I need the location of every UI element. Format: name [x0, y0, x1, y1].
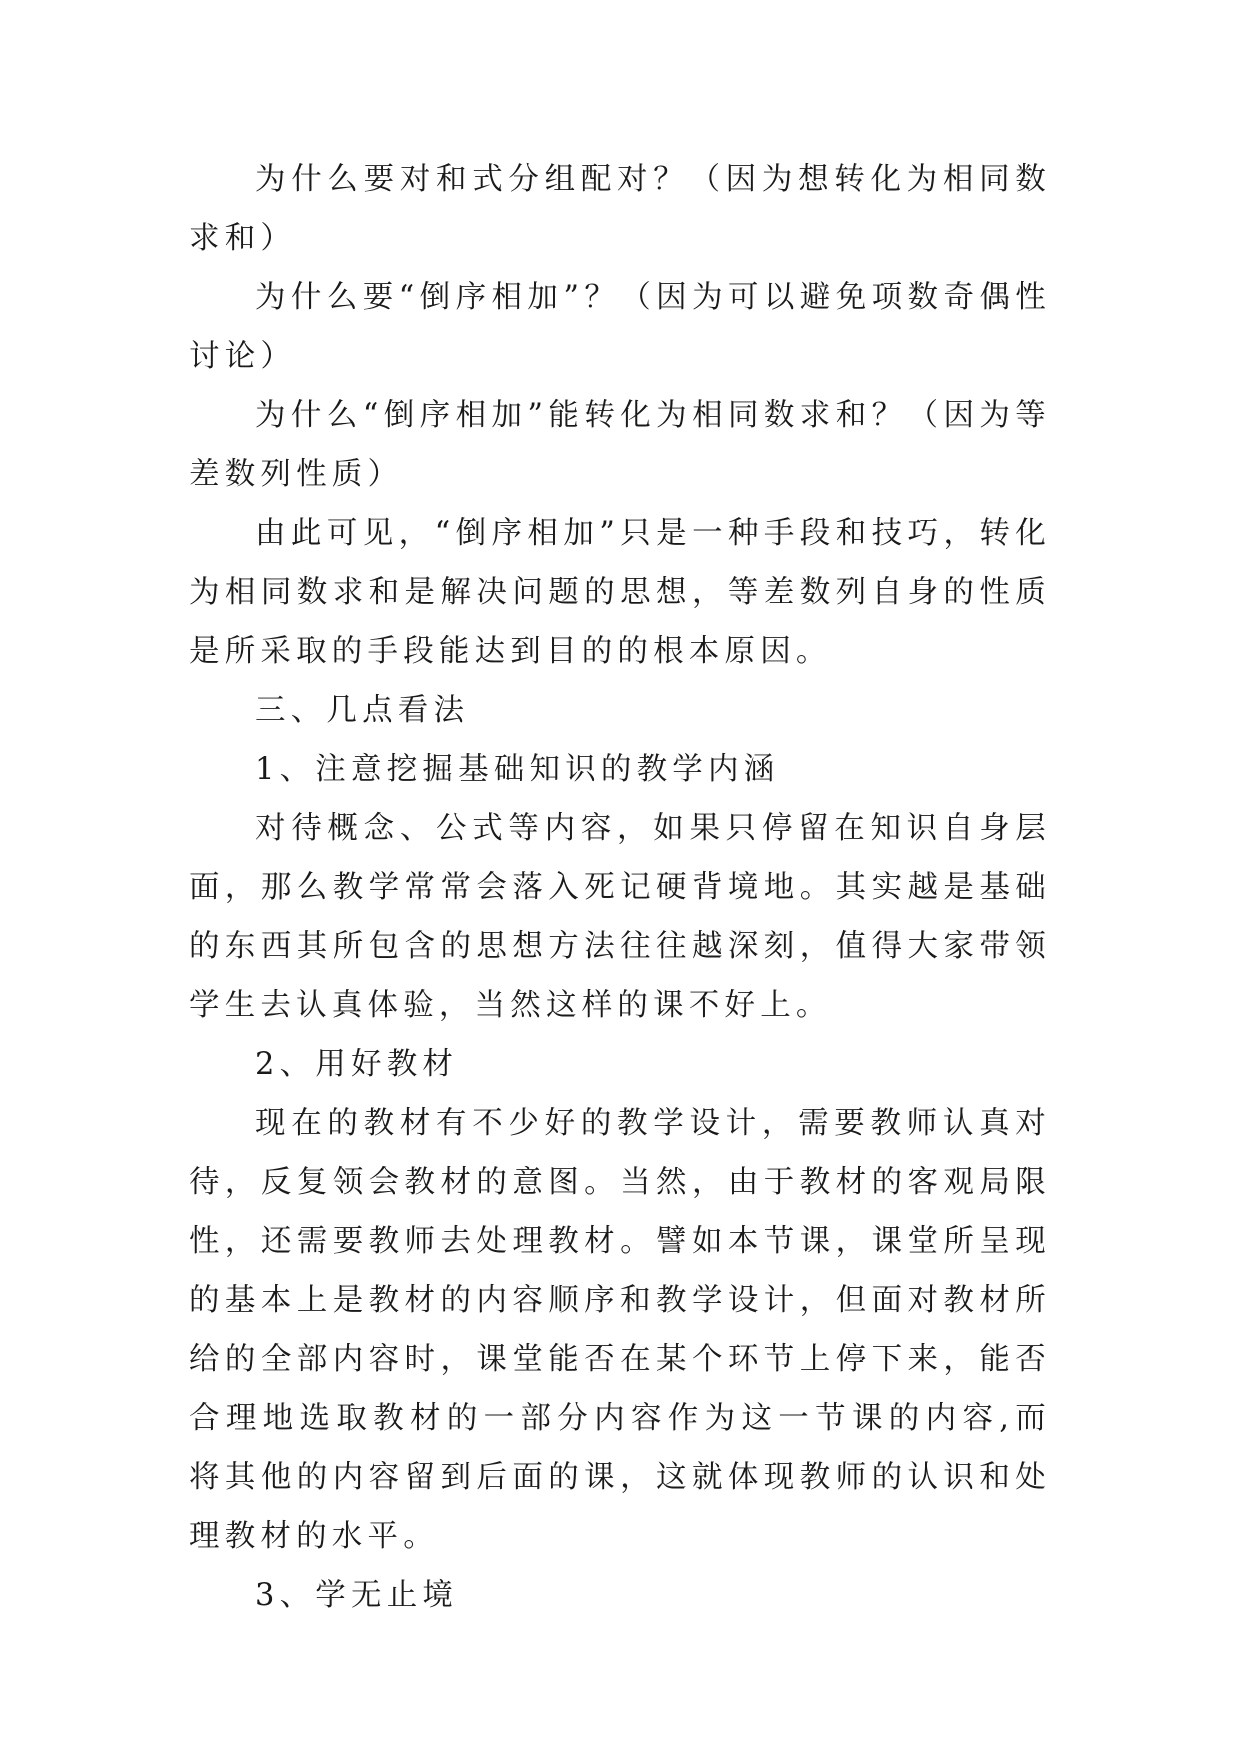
paragraph-question-grouping: 为什么要对和式分组配对？（因为想转化为相同数求和） — [189, 162, 1051, 256]
document-page — [189, 150, 1051, 1625]
paragraph-use-textbook: 现在的教材有不少好的教学设计，需要教师认真对待，反复领会教材的意图。当然，由于教材的客观局限性，还需要教师去处理教材。譬如本节课，课堂所呈现的基本上是教材的内容顺序和教学设计，但面对教材所给的全部内容时，课堂能否在某个环节上停下来，能否合理地选取教材的一部分内容作为这一节课的内容,而将其他的内容留到后面的课，这就体现教师的认识和处理教材的水平。 — [189, 1106, 1051, 1554]
subheading-basic-knowledge: 1、注意挖掘基础知识的教学内涵 — [255, 752, 780, 787]
paragraph-question-why-transform: 为什么“倒序相加”能转化为相同数求和？（因为等差数列性质） — [189, 398, 1051, 492]
paragraph-question-reverse-add: 为什么要“倒序相加”？（因为可以避免项数奇偶性讨论） — [189, 280, 1051, 374]
section-heading-opinions: 三、几点看法 — [255, 693, 470, 728]
paragraph-basic-knowledge: 对待概念、公式等内容，如果只停留在知识自身层面，那么教学常常会落入死记硬背境地。其实越是基础的东西其所包含的思想方法往往越深刻，值得大家带领学生去认真体验，当然这样的课不好上。 — [189, 811, 1051, 1023]
subheading-endless-learning: 3、学无止境 — [255, 1578, 459, 1613]
paragraph-conclusion: 由此可见，“倒序相加”只是一种手段和技巧，转化为相同数求和是解决问题的思想，等差数列自身的性质是所采取的手段能达到目的的根本原因。 — [189, 516, 1051, 669]
subheading-use-textbook: 2、用好教材 — [255, 1047, 459, 1082]
